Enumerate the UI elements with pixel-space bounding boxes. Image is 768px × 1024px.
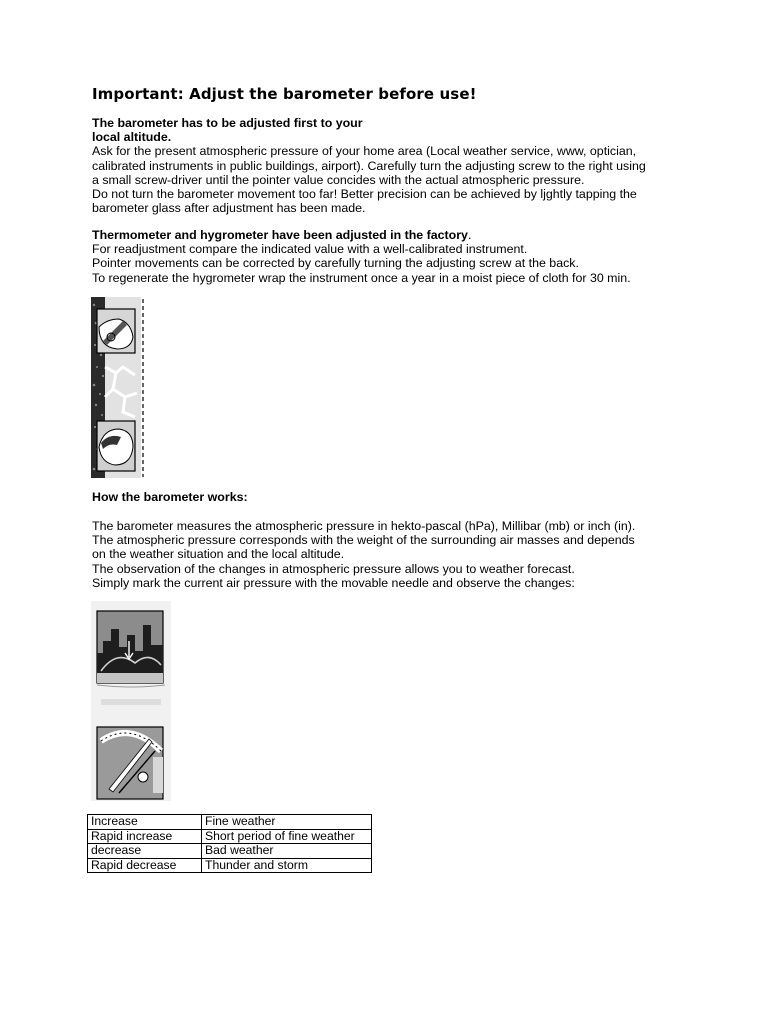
weather-outcome-cell: Short period of fine weather xyxy=(202,829,372,844)
adjust-body-line-3: a small screw-driver until the pointer value concides with the actual atmospheric pressure. xyxy=(92,172,585,187)
works-heading-block xyxy=(92,490,692,504)
pressure-change-cell: Rapid decrease xyxy=(88,858,202,873)
table-row xyxy=(88,815,372,830)
weather-outcome-cell: Thunder and storm xyxy=(202,858,372,873)
page-title: Important: Adjust the barometer before use! xyxy=(92,85,477,103)
adjust-heading-line-2: local altitude. xyxy=(92,130,172,145)
weather-outcome-cell: Fine weather xyxy=(202,815,372,830)
factory-heading-punct: . xyxy=(467,228,472,242)
adjust-body-line-4: Do not turn the barometer movement too far! Better precision can be achieved by ljghtly tapping the xyxy=(92,187,637,202)
pressure-change-cell: decrease xyxy=(88,844,202,859)
works-body-line-1: The barometer measures the atmospheric pressure in hekto-pascal (hPa), Millibar (mb) or inch (in). xyxy=(92,519,636,533)
adjust-heading-line-1: The barometer has to be adjusted first to your xyxy=(92,116,363,130)
factory-body-line-1: For readjustment compare the indicated value with a well-calibrated instrument. xyxy=(92,242,528,257)
forecast-table xyxy=(87,814,372,873)
table-row xyxy=(88,829,372,844)
barometer-needle-illustration xyxy=(91,601,171,801)
table-row xyxy=(88,858,372,873)
works-body-line-4: The observation of the changes in atmospheric pressure allows you to weather forecast. xyxy=(92,561,575,576)
pressure-change-cell: Rapid increase xyxy=(88,829,202,844)
adjust-section xyxy=(92,116,692,215)
works-body-line-5: Simply mark the current air pressure with the movable needle and observe the changes: xyxy=(92,575,575,590)
adjust-body-line-2: calibrated instruments in public buildings, airport). Carefully turn the adjusting screw to the right using xyxy=(92,158,646,173)
works-body-line-2: The atmospheric pressure corresponds with the weight of the surrounding air masses and depends xyxy=(92,533,635,548)
factory-heading xyxy=(92,228,692,242)
adjust-body-line-5: barometer glass after adjustment has been made. xyxy=(92,201,366,216)
factory-heading-text: Thermometer and hygrometer have been adjusted in the factory xyxy=(92,228,468,242)
weather-outcome-cell: Bad weather xyxy=(202,844,372,859)
factory-body-line-3: To regenerate the hygrometer wrap the instrument once a year in a moist piece of cloth for 30 min. xyxy=(92,270,631,285)
adjusting-screw-illustration xyxy=(91,297,147,478)
adjust-body-line-1: Ask for the present atmospheric pressure of your home area (Local weather service, www, optician, xyxy=(92,144,637,159)
works-heading: How the barometer works: xyxy=(92,490,248,504)
works-section xyxy=(92,519,692,590)
factory-section xyxy=(92,228,692,285)
pressure-change-cell: Increase xyxy=(88,815,202,830)
table-row xyxy=(88,844,372,859)
factory-body-line-2: Pointer movements can be corrected by carefully turning the adjusting screw at the back. xyxy=(92,256,579,271)
works-body-line-3: on the weather situation and the local altitude. xyxy=(92,547,345,562)
